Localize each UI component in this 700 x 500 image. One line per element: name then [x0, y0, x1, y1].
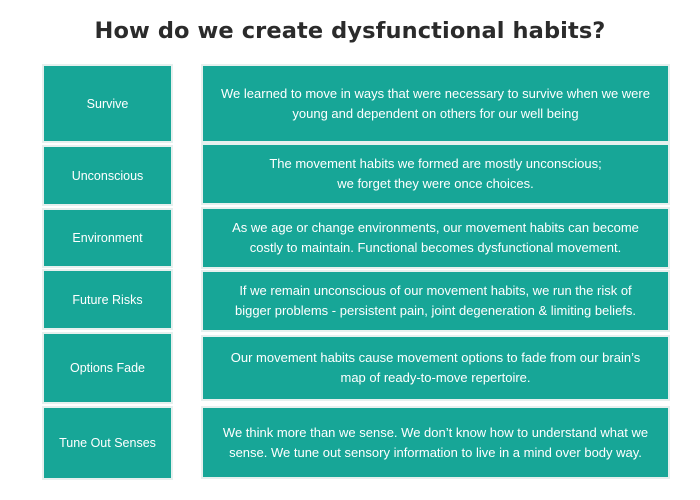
- row-label-box-options-fade: [42, 332, 173, 404]
- row-label-box-survive: [42, 64, 173, 143]
- row-label: Options Fade: [69, 361, 146, 375]
- row-description-box-unconscious: [201, 143, 670, 205]
- row-description-box-tune-out-senses: [201, 406, 670, 479]
- row-label-box-environment: [42, 208, 173, 268]
- row-label: Survive: [86, 96, 129, 111]
- row-label: Tune Out Senses: [59, 436, 156, 450]
- row-description-box-options-fade: [201, 335, 670, 401]
- row-description: We think more than we sense. We don’t know how to understand what we sense. We tune out sensory information to live in a mind over body way.: [222, 424, 649, 460]
- row-label-box-unconscious: [42, 145, 173, 206]
- page-title: How do we create dysfunctional habits?: [94, 18, 606, 44]
- row-description-box-future-risks: [201, 270, 670, 332]
- row-description-box-survive: [201, 64, 670, 143]
- row-description: If we remain unconscious of our movement habits, we run the risk of bigger problems - persistent pain, joint degeneration & limiting beliefs.: [234, 283, 637, 318]
- row-label: Unconscious: [71, 168, 144, 183]
- row-description: As we age or change environments, our movement habits can become costly to maintain. Functional becomes dysfunctional movement.: [232, 220, 639, 255]
- row-description: We learned to move in ways that were necessary to survive when we were young and dependent on others for our well being: [221, 85, 650, 121]
- row-description: Our movement habits cause movement options to fade from our brain’s map of ready-to-move repertoire.: [230, 350, 641, 385]
- row-label-box-future-risks: [42, 269, 173, 330]
- row-label-box-tune-out-senses: [42, 406, 173, 480]
- row-label: Environment: [72, 231, 143, 245]
- row-label: Future Risks: [72, 292, 143, 307]
- row-description-box-environment: [201, 207, 670, 269]
- row-description: The movement habits we formed are mostly unconscious; we forget they were once choices.: [269, 156, 602, 191]
